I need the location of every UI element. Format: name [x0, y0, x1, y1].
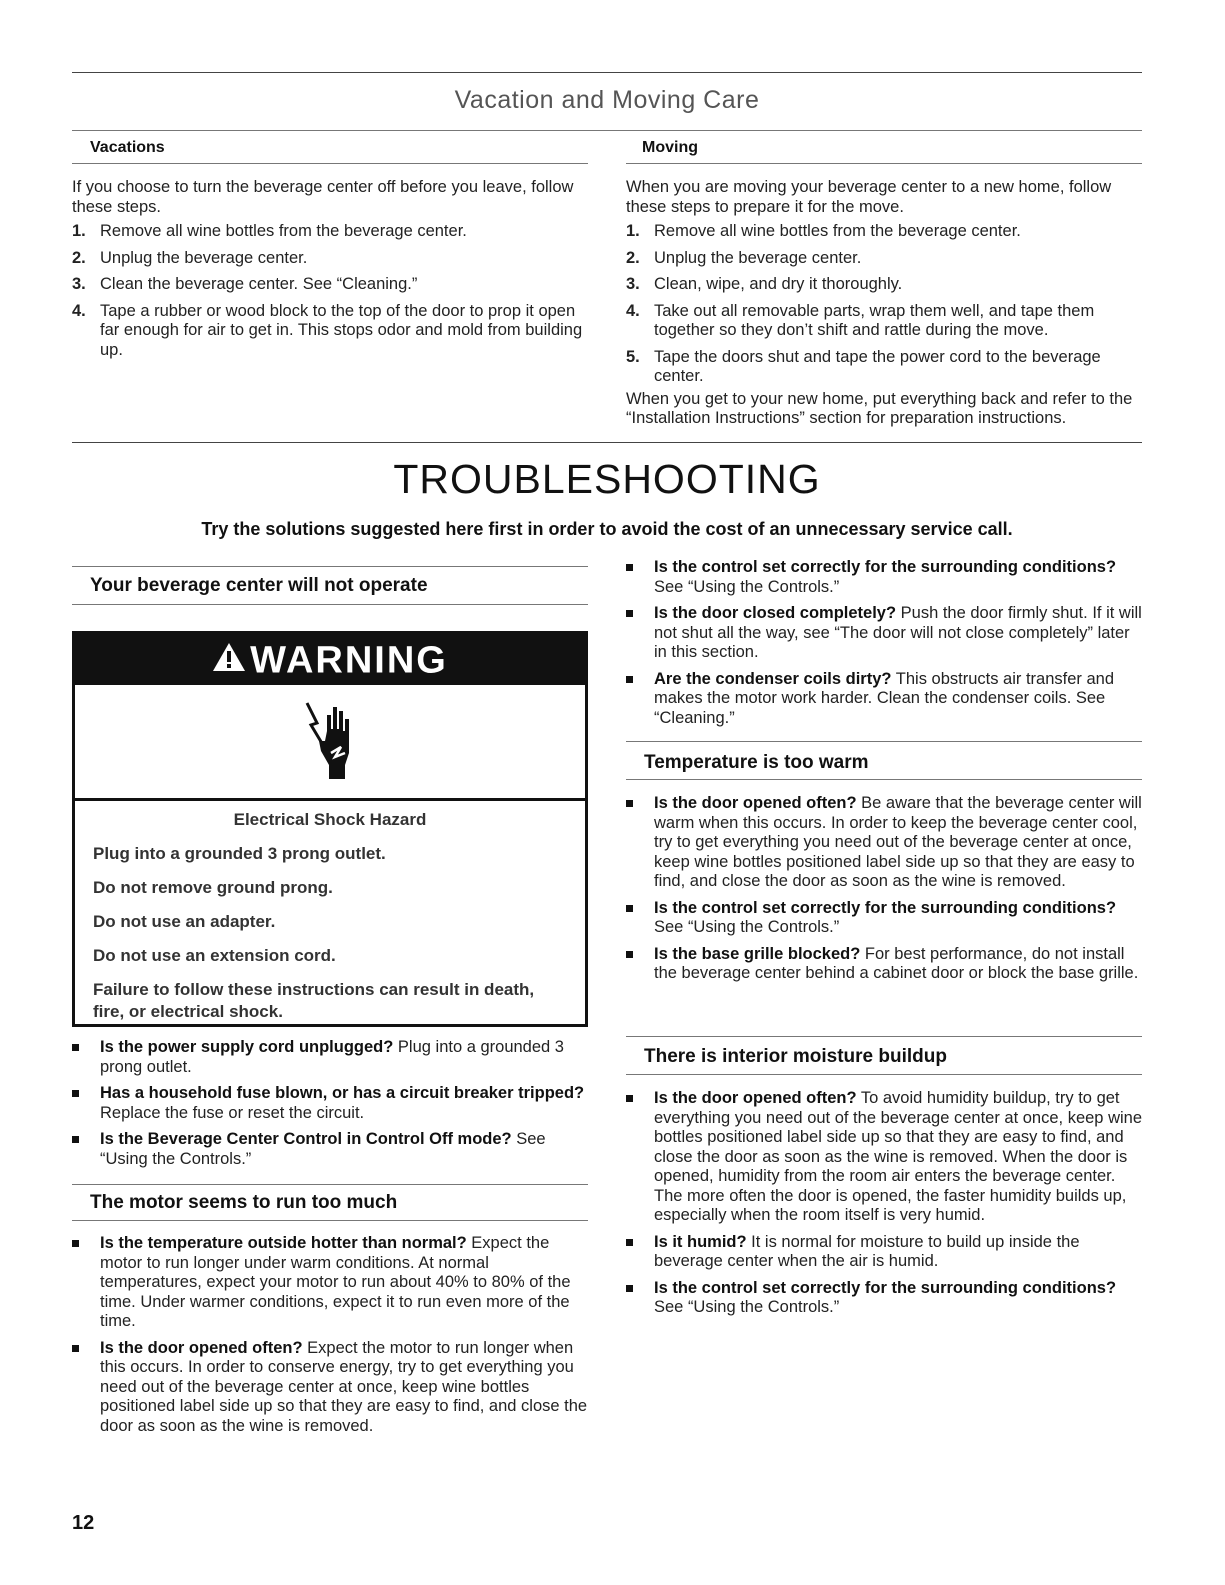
moving-step: 2. Unplug the beverage center.	[626, 248, 862, 267]
section-rule	[72, 130, 1142, 131]
moving-outro: When you get to your new home, put everything back and refer to the “Installation Instructions” section for preparation instructions.	[626, 389, 1133, 427]
list-item: Has a household fuse blown, or has a circuit breaker tripped? Replace the fuse or reset the circuit.	[72, 1084, 588, 1123]
motor-list	[72, 1234, 588, 1436]
square-bullet-icon	[72, 1345, 79, 1352]
square-bullet-icon	[626, 676, 633, 683]
square-bullet-icon	[626, 905, 633, 912]
motor-rule-top	[72, 1184, 588, 1185]
right-top-list-container	[626, 558, 1142, 735]
square-bullet-icon	[72, 1240, 79, 1247]
top-rule	[72, 72, 1142, 73]
shock-icon-area	[75, 685, 585, 801]
moving-rule	[626, 163, 1142, 164]
list-item: Is the power supply cord unplugged? Plug into a grounded 3 prong outlet.	[72, 1038, 588, 1077]
list-item: Are the condenser coils dirty? This obstructs air transfer and makes the motor work harder. Clean the condenser coils. See “Cleaning.”	[626, 670, 1142, 729]
list-item: Is the temperature outside hotter than normal? Expect the motor to run longer under warm conditions. At normal temperatures, expect your motor to run about 40% to 80% of the time. Under warmer conditions, expect it to run even more of the time.	[72, 1234, 588, 1332]
list-item: Is the door closed completely? Push the door firmly shut. If it will not shut all the way, see “The door will not close completely” later in this section.	[626, 604, 1142, 663]
square-bullet-icon	[72, 1044, 79, 1051]
moving-step: 3. Clean, wipe, and dry it thoroughly.	[626, 275, 903, 293]
page-number: 12	[72, 1512, 95, 1534]
warning-line: Do not remove ground prong.	[93, 878, 333, 897]
not-operate-heading: Your beverage center will not operate	[90, 575, 428, 596]
square-bullet-icon	[626, 610, 633, 617]
list-item: Is the base grille blocked? For best performance, do not install the beverage center behind a cabinet door or block the base grille.	[626, 945, 1142, 984]
warning-box	[72, 631, 588, 1027]
moving-step: 4. Take out all removable parts, wrap them well, and tape them together so they don’t shift and rattle during the move.	[626, 301, 1095, 339]
not-operate-list-container	[72, 1038, 588, 1176]
warning-line: Do not use an adapter.	[93, 912, 276, 931]
square-bullet-icon	[72, 1136, 79, 1143]
moving-step: 1. Remove all wine bottles from the beverage center.	[626, 222, 1021, 240]
motor-rule-bottom	[72, 1220, 588, 1221]
vacations-steps	[72, 222, 588, 360]
square-bullet-icon	[626, 1239, 633, 1246]
moving-step: 5. Tape the doors shut and tape the power cord to the beverage center.	[626, 347, 1101, 385]
vacations-heading: Vacations	[90, 139, 165, 156]
square-bullet-icon	[626, 564, 633, 571]
list-item: Is the Beverage Center Control in Control Off mode? See “Using the Controls.”	[72, 1130, 588, 1169]
right-top-list	[626, 558, 1142, 728]
moisture-list	[626, 1089, 1142, 1318]
list-item: Is the control set correctly for the surrounding conditions? See “Using the Controls.”	[626, 558, 1142, 597]
too-warm-list-container	[626, 794, 1142, 991]
warning-header-text: WARNING	[250, 639, 448, 682]
vacations-rule	[72, 163, 588, 164]
motor-list-container	[72, 1234, 588, 1443]
vacations-step: 1. Remove all wine bottles from the beverage center.	[72, 222, 467, 240]
vacations-step: 3. Clean the beverage center. See “Cleaning.”	[72, 275, 418, 293]
list-item: Is it humid? It is normal for moisture to build up inside the beverage center when the air is humid.	[626, 1233, 1142, 1272]
square-bullet-icon	[626, 1095, 633, 1102]
motor-heading: The motor seems to run too much	[90, 1192, 398, 1213]
too-warm-rule-top	[626, 741, 1142, 742]
moving-column	[626, 178, 1142, 429]
not-operate-list	[72, 1038, 588, 1169]
list-item: Is the door opened often? Expect the motor to run longer when this occurs. In order to conserve energy, try to get everything you need out of the beverage center at once, keep wine bottles positioned label side up so that they are easy to find, and close the door as soon as the wine is removed.	[72, 1339, 588, 1437]
warning-line: Failure to follow these instructions can result in death, fire, or electrical shock.	[93, 980, 535, 1021]
too-warm-list	[626, 794, 1142, 984]
too-warm-heading: Temperature is too warm	[644, 752, 869, 773]
vacations-step: 4. Tape a rubber or wood block to the top of the door to prop it open far enough for air to get in. This stops odor and mold from building up.	[72, 301, 583, 359]
vacations-step: 2. Unplug the beverage center.	[72, 248, 308, 267]
moisture-rule-bottom	[626, 1074, 1142, 1075]
warning-line: Plug into a grounded 3 prong outlet.	[93, 844, 386, 863]
list-item: Is the control set correctly for the surrounding conditions? See “Using the Controls.”	[626, 899, 1142, 938]
warning-triangle-icon	[212, 635, 246, 686]
too-warm-rule-bottom	[626, 779, 1142, 780]
warning-hazard: Electrical Shock Hazard	[233, 810, 427, 829]
vacations-intro: If you choose to turn the beverage center off before you leave, follow these steps.	[72, 178, 574, 216]
section-title: Vacation and Moving Care	[454, 86, 760, 114]
square-bullet-icon	[626, 800, 633, 807]
list-item: Is the door opened often? Be aware that the beverage center will warm when this occurs. In order to keep the beverage center cool, try to get everything you need out of the beverage center at once, keep wine bottles positioned label side up so that they are easy to find, and close the door as soon as the wine is removed.	[626, 794, 1142, 892]
moisture-heading: There is interior moisture buildup	[644, 1046, 947, 1067]
not-operate-rule-bottom	[72, 604, 588, 605]
list-item: Is the door opened often? To avoid humidity buildup, try to get everything you need out of the beverage center at once, keep wine bottles positioned label side up so that they are easy to find, and close the door as soon as the wine is removed. When the door is opened, humidity from the room air enters the beverage center. The more often the door is opened, the faster humidity builds up, especially when the room itself is very humid.	[626, 1089, 1142, 1226]
warning-body	[75, 801, 585, 1023]
square-bullet-icon	[626, 951, 633, 958]
square-bullet-icon	[626, 1285, 633, 1292]
moisture-list-container	[626, 1089, 1142, 1325]
vacations-column	[72, 178, 588, 367]
troubleshooting-title: TROUBLESHOOTING	[393, 456, 821, 502]
moisture-rule-top	[626, 1036, 1142, 1037]
moving-intro: When you are moving your beverage center to a new home, follow these steps to prepare it for the move.	[626, 178, 1112, 216]
not-operate-rule-top	[72, 566, 588, 567]
moving-heading: Moving	[642, 139, 698, 156]
warning-header	[75, 634, 585, 685]
section-divider	[72, 442, 1142, 443]
square-bullet-icon	[72, 1090, 79, 1097]
warning-line: Do not use an extension cord.	[93, 946, 336, 965]
list-item: Is the control set correctly for the surrounding conditions? See “Using the Controls.”	[626, 1279, 1142, 1318]
electrical-shock-icon	[305, 701, 367, 788]
moving-steps	[626, 222, 1142, 387]
troubleshooting-tagline: Try the solutions suggested here first in order to avoid the cost of an unnecessary service call.	[201, 519, 1013, 539]
